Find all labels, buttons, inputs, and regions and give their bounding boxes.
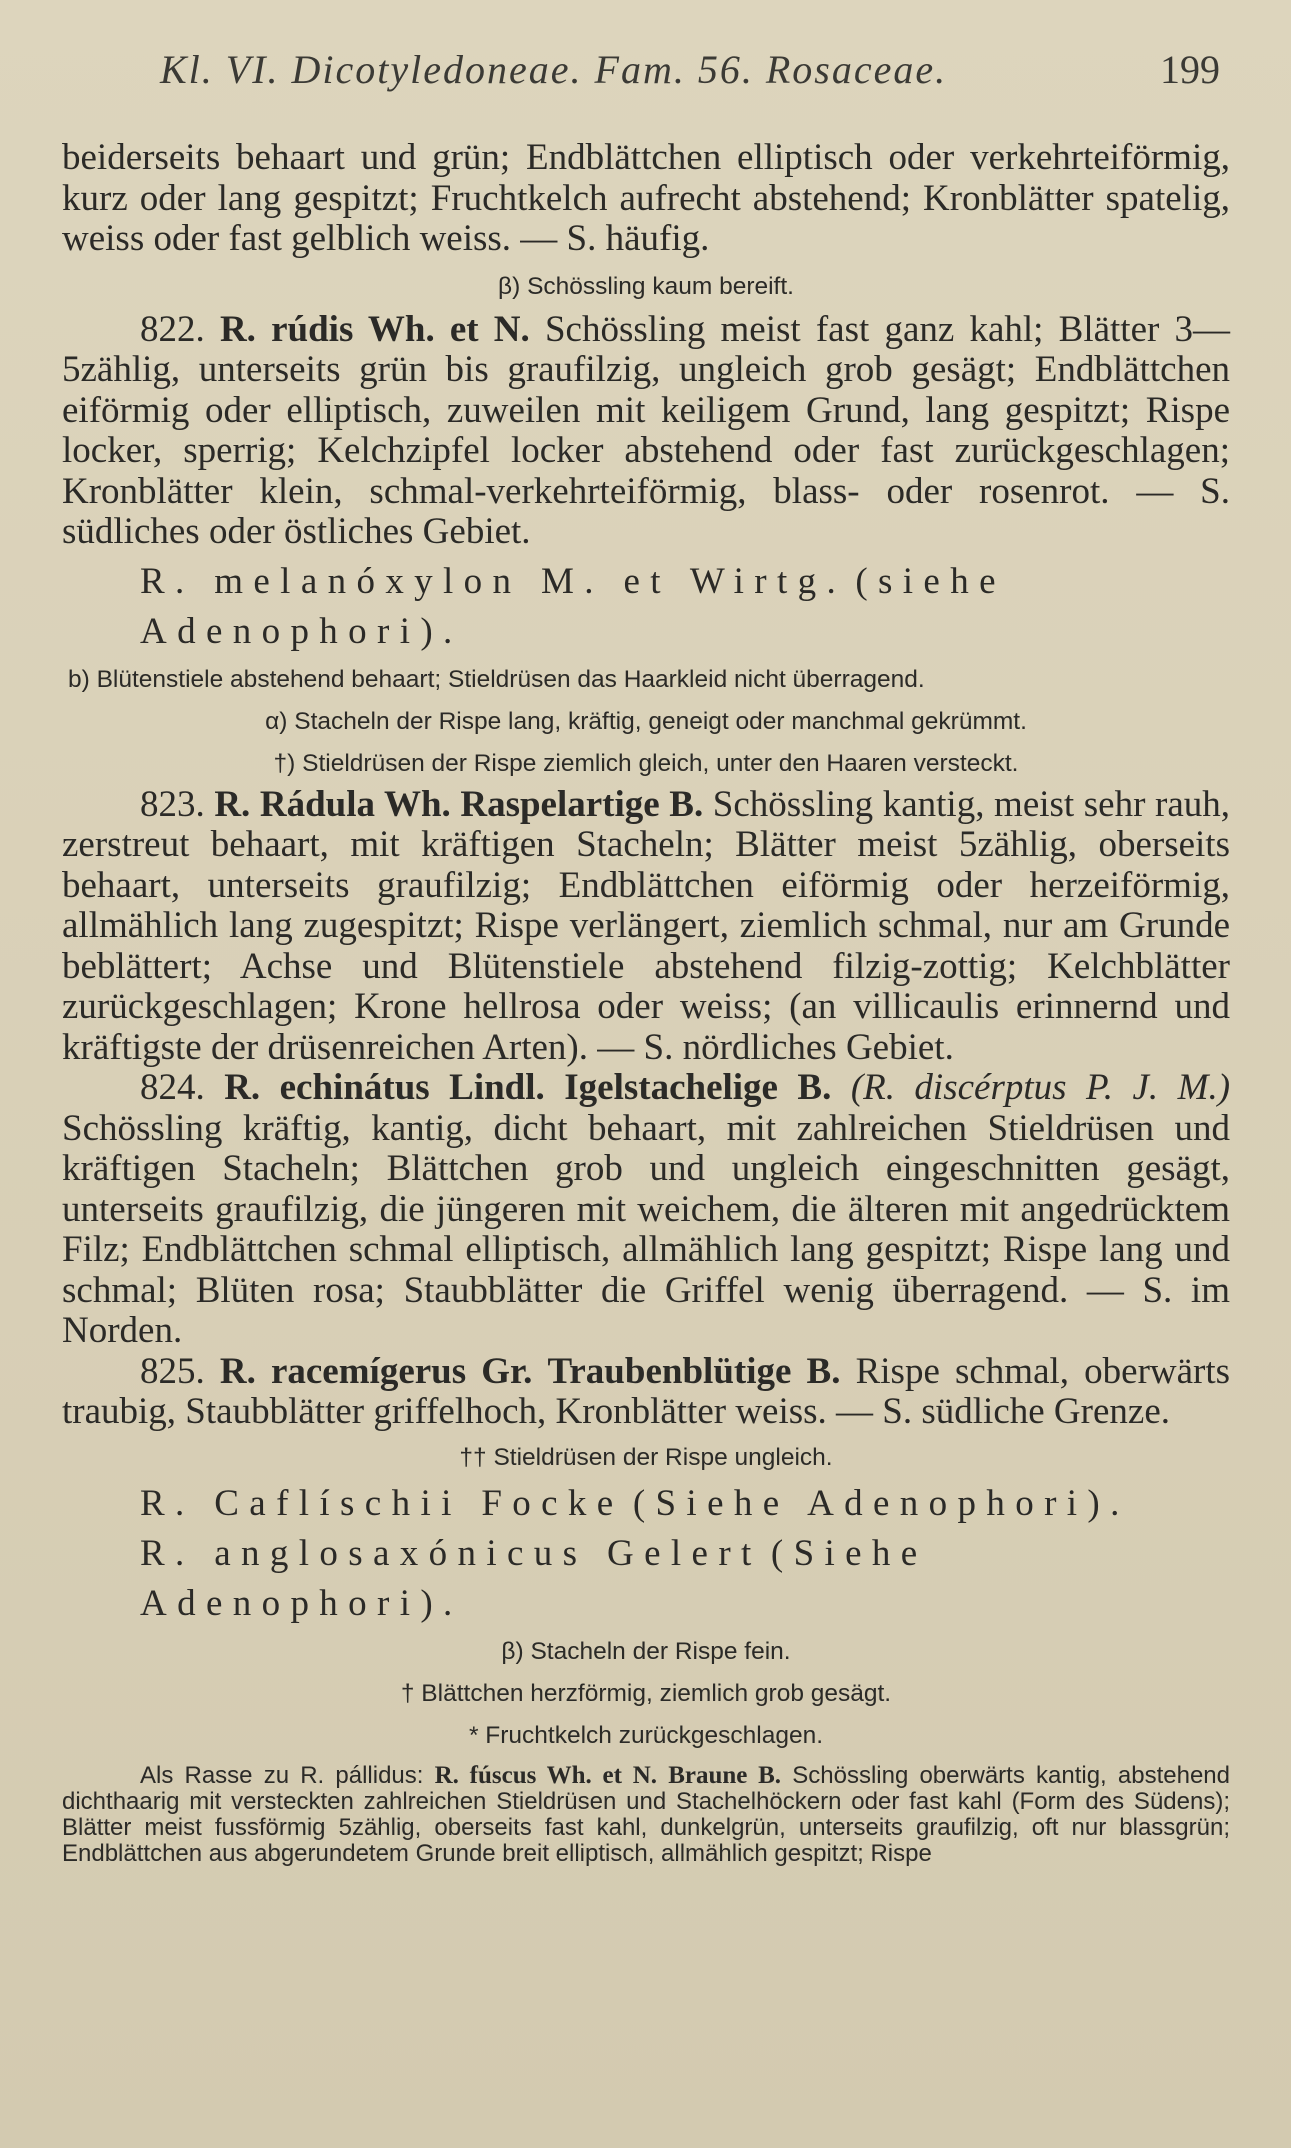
species-825-german: Traubenblütige B.: [547, 1350, 841, 1392]
subheading-star: * Fruchtkelch zurückgeschlagen.: [468, 1721, 824, 1749]
final-prefix: Als Rasse zu R. pállidus:: [140, 1761, 424, 1789]
reference-caflischii: [62, 1479, 1230, 1529]
final-text: Schössling oberwärts kantig, abstehend dichthaarig mit versteckten zahlreichen Stieldrüsen und Stachelhöckern oder fast kahl (Form des Südens); Blätter meist fussförmig 5zählig, oberseits fast kahl, dunkelgrün, unterseits graufilzig, oft nur blassgrün; Endblättchen aus abgerundetem Grunde breit elliptisch, allmählich gespitzt; Rispe: [62, 1761, 1230, 1867]
running-header: [0, 40, 1291, 100]
final-name: R. fúscus Wh. et N.: [434, 1761, 658, 1789]
subheading-beta: β) Schössling kaum bereift.: [498, 272, 794, 300]
species-825-number: 825.: [140, 1350, 205, 1392]
final-paragraph: [62, 1763, 1230, 1867]
species-825: [62, 1352, 1230, 1433]
species-824-german: Igelstachelige B.: [564, 1067, 832, 1108]
species-824: [62, 1068, 1230, 1352]
species-824-name: R. echinátus Lindl.: [224, 1067, 545, 1108]
anglosaxonicus-ref: (Siehe Adenophori).: [140, 1532, 928, 1624]
species-823-german: Raspelartige B.: [460, 783, 704, 825]
species-823-text: Schössling kantig, meist sehr rauh, zerstreut behaart, mit kräftigen Stacheln; Blätter meist 5zählig, oberseits behaart, unterseits graufilzig; Endblättchen eiförmig oder herzeiförmig, allmählich lang zugespitzt; Rispe verlängert, ziemlich schmal, nur am Grunde beblättert; Achse und Blütenstiele abstehend filzig-zottig; Kelchblätter zurückgeschlagen; Krone hellrosa oder weiss; (an villicaulis erinnernd und kräftigste der drüsenreichen Arten). — S. nördliches Gebiet.: [62, 783, 1230, 1068]
page-number: 199: [1160, 47, 1220, 92]
melanoxylon-ref: (siehe Adenophori).: [140, 560, 1006, 652]
species-824-text: Schössling kräftig, kantig, dicht behaart, mit zahlreichen Stieldrüsen und kräftigen Stacheln; Blättchen grob und ungleich eingeschnitten gesägt, unterseits graufilzig, die jüngeren mit weichem, die älteren mit angedrücktem Filz; Endblättchen schmal elliptisch, allmählich lang gespitzt; Rispe lang und schmal; Blüten rosa; Staubblätter die Griffel wenig überragend. — S. im Norden.: [62, 1107, 1230, 1351]
species-825-name: R. racemígerus Gr.: [219, 1350, 533, 1392]
page-body: [62, 138, 1230, 1867]
species-823-number: 823.: [140, 783, 205, 825]
subheading-alpha: α) Stacheln der Rispe lang, kräftig, geneigt oder manchmal gekrümmt.: [265, 707, 1027, 735]
subheading-double-dagger: †† Stieldrüsen der Rispe ungleich.: [459, 1443, 833, 1471]
reference-melanoxylon: [62, 557, 1230, 657]
species-822-text: Schössling meist fast ganz kahl; Blätter 3—5zählig, unterseits grün bis graufilzig, ungleich grob gesägt; Endblättchen eiförmig oder elliptisch, zuweilen mit keiligem Grund, lang gespitzt; Rispe locker, sperrig; Kelchzipfel locker abstehend oder fast zurückgeschlagen; Kronblätter klein, schmal-verkehrteiförmig, blass- oder rosenrot. — S. südliches oder östliches Gebiet.: [62, 308, 1231, 552]
header-title: Kl. VI. Dicotyledoneae. Fam. 56. Rosaceae.: [160, 47, 948, 92]
subheading-b: b) Blütenstiele abstehend behaart; Stieldrüsen das Haarkleid nicht überragend.: [68, 665, 925, 693]
species-824-synonym: (R. discérptus P. J. M.): [850, 1067, 1231, 1108]
paragraph-continuation: beiderseits behaart und grün; Endblättchen elliptisch oder verkehrteiförmig, kurz oder lang gespitzt; Fruchtkelch aufrecht abstehend; Kronblätter spatelig, weiss oder fast gelblich weiss. — S. häufig.: [62, 137, 1230, 259]
caflischii-name: R. Caflíschii Focke: [140, 1482, 624, 1524]
subheading-dagger: †) Stieldrüsen der Rispe ziemlich gleich, unter den Haaren versteckt.: [273, 749, 1019, 777]
reference-anglosaxonicus: [62, 1529, 1230, 1629]
final-german: Braune B.: [668, 1761, 782, 1789]
species-822: [62, 310, 1230, 553]
subheading-dagger-2: † Blättchen herzförmig, ziemlich grob gesägt.: [400, 1679, 892, 1707]
species-823-name: R. Rádula Wh.: [214, 783, 451, 825]
species-825-text: Rispe schmal, oberwärts traubig, Staubblätter griffelhoch, Kronblätter weiss. — S. südliche Grenze.: [62, 1350, 1231, 1432]
subheading-beta-2: β) Stacheln der Rispe fein.: [501, 1637, 791, 1665]
melanoxylon-name: R. melanóxylon M. et Wirtg.: [140, 560, 847, 602]
species-822-number: 822.: [140, 308, 205, 350]
species-824-number: 824.: [140, 1067, 205, 1108]
species-822-name: R. rúdis Wh. et N.: [219, 308, 530, 350]
species-823: [62, 785, 1230, 1069]
caflischii-ref: (Siehe Adenophori).: [632, 1482, 1130, 1524]
anglosaxonicus-name: R. anglosaxónicus Gelert: [140, 1532, 762, 1574]
